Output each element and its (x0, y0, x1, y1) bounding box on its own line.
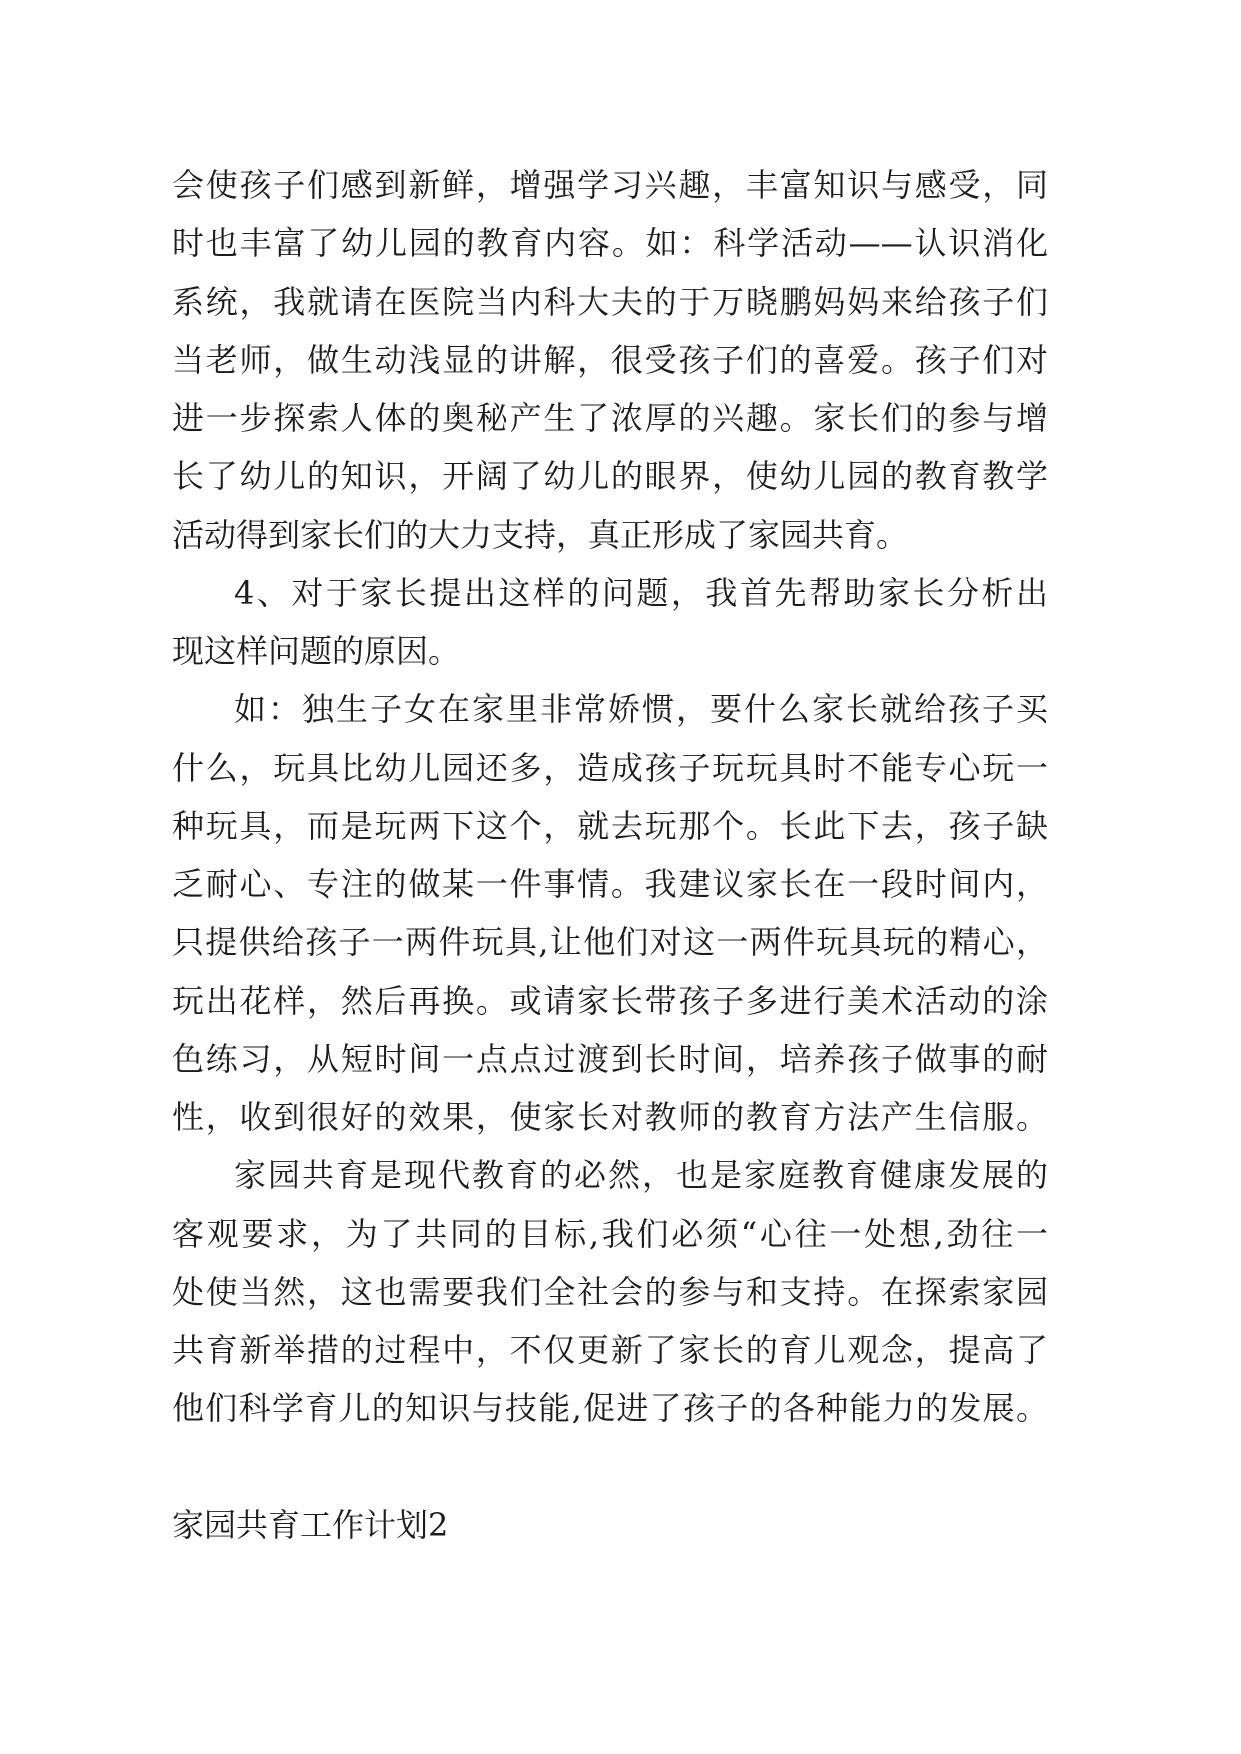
paragraph (172, 156, 1048, 564)
text-line: 进一步探索人体的奥秘产生了浓厚的兴趣。家长们的参与增 (172, 399, 1048, 437)
text-line: 时也丰富了幼儿园的教育内容。如：科学活动——认识消化 (172, 224, 1048, 263)
text-line: 家园共育是现代教育的必然，也是家庭教育健康发展的 (234, 1156, 1048, 1195)
text-line: 只提供给孩子一两件玩具,让他们对这一两件玩具玩的精心， (172, 923, 1048, 962)
text-line: 客观要求，为了共同的目标,我们必须“心往一处想,劲往一 (172, 1214, 1048, 1253)
paragraph (172, 680, 1048, 1146)
text-line: 共育新举措的过程中，不仅更新了家长的育儿观念，提高了 (172, 1331, 1048, 1369)
text-line: 他们科学育儿的知识与技能,促进了孩子的各种能力的发展。 (172, 1389, 1048, 1428)
text-line: 处使当然，这也需要我们全社会的参与和支持。在探索家园 (172, 1272, 1048, 1311)
text-line: 性，收到很好的效果，使家长对教师的教育方法产生信服。 (172, 1098, 1048, 1136)
text-line: 如：独生子女在家里非常娇惯，要什么家长就给孩子买 (234, 690, 1048, 729)
text-line: 当老师，做生动浅显的讲解，很受孩子们的喜爱。孩子们对 (172, 340, 1048, 379)
text-line: 色练习，从短时间一点点过渡到长时间，培养孩子做事的耐 (172, 1039, 1048, 1078)
text-line: 长了幼儿的知识，开阔了幼儿的眼界，使幼儿园的教育教学 (172, 457, 1048, 496)
text-line: 什么，玩具比幼儿园还多，造成孩子玩玩具时不能专心玩一 (172, 748, 1048, 787)
text-line: 会使孩子们感到新鲜，增强学习兴趣，丰富知识与感受，同 (172, 166, 1048, 204)
document-body (172, 156, 1048, 1438)
section-heading: 家园共育工作计划2 (172, 1506, 449, 1544)
paragraph (172, 564, 1048, 681)
text-line: 活动得到家长们的大力支持，真正形成了家园共育。 (172, 515, 909, 554)
text-line: 系统，我就请在医院当内科大夫的于万晓鹏妈妈来给孩子们 (172, 282, 1048, 321)
paragraph (172, 1146, 1048, 1437)
text-line: 玩出花样，然后再换。或请家长带孩子多进行美术活动的涂 (172, 981, 1048, 1020)
text-line: 种玩具，而是玩两下这个，就去玩那个。长此下去，孩子缺 (172, 806, 1048, 845)
text-line: 乏耐心、专注的做某一件事情。我建议家长在一段时间内， (172, 865, 1048, 903)
text-line: 现这样问题的原因。 (172, 632, 461, 670)
text-line: 4、对于家长提出这样的问题，我首先帮助家长分析出 (234, 573, 1048, 612)
